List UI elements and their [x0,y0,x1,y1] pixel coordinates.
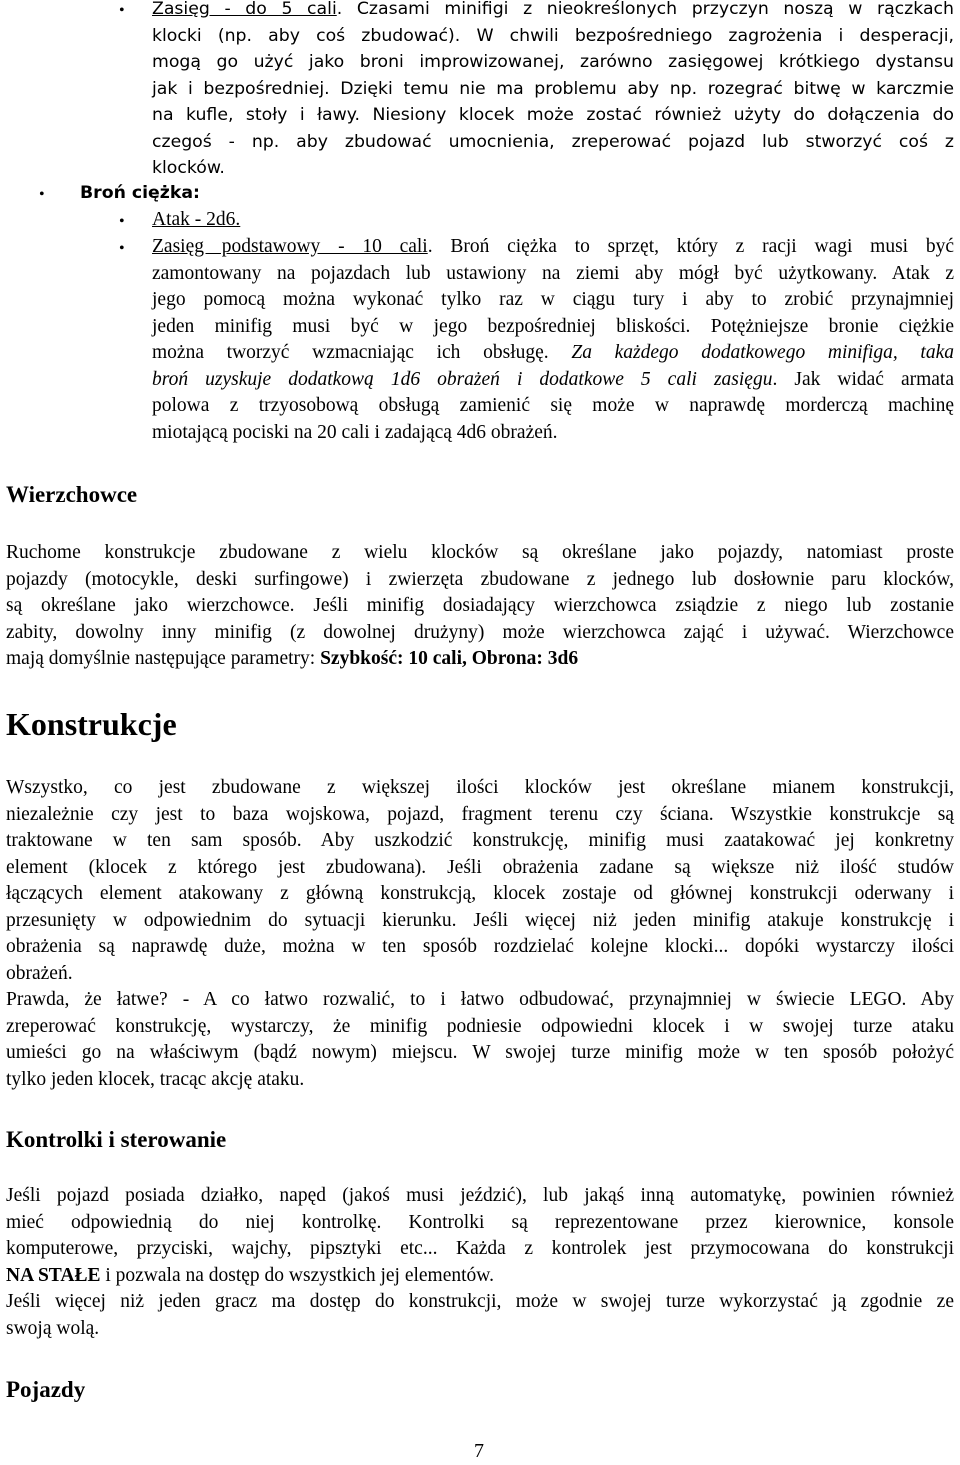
heavy-weapon-heading: Broń ciężka: [80,183,200,203]
constructions-line: łączących element atakowany z główną konstrukcją, klocek zostaje od głównej konstrukcji oderwany i [6,883,954,904]
reach-item [152,0,954,182]
range-line: polowa z trzyosobową obsługą zamienić się może w naprawdę morderczą machinę [152,395,954,416]
reach-line: klocki (np. aby coś zbudować). W chwili bezpośredniego zagrożenia i desperacji, [152,25,954,46]
controls-line: swoją wolą. [6,1317,100,1339]
bullet: • [119,2,125,19]
mounts-stats: Szybkość: 10 cali, Obrona: 3d6 [320,648,579,669]
mounts-line: mają domyślnie następujące parametry: Szybkość: 10 cali, Obrona: 3d6 [6,648,579,669]
constructions-heading: Konstrukcje [6,706,177,742]
constructions-line: Prawda, że łatwe? - A co łatwo rozwalić, to i łatwo odbudować, przynajmniej w świecie LEGO. Aby [6,989,954,1010]
reach-line-1: Zasięg - do 5 cali. Czasami minifigi z nieokreślonych przyczyn noszą w rączkach [152,0,954,19]
heavy-weapon-range [152,234,954,446]
fixed-emphasis: NA STAŁE [6,1264,101,1286]
constructions-paragraph [6,775,954,1093]
controls-line: komputerowe, przyciski, wajchy, pipsztyki etc... Każda z kontrolek jest przymocowana do konstrukcji [6,1238,954,1259]
bullet: • [119,240,125,257]
reach-label: Zasięg - do 5 cali [152,0,337,19]
reach-line: czegoś - np. aby zbudować umocnienia, zreperować pojazd lub stworzyć coś z [152,131,954,152]
constructions-line: niezależnie czy jest to baza wojskowa, pojazd, fragment terenu czy ściana. Wszystkie konstrukcje są [6,803,954,825]
vehicles-heading: Pojazdy [6,1377,86,1402]
heavy-weapon-attack: Atak - 2d6. [152,209,241,230]
range-line: można tworzyć wzmacniając ich obsługę. Za każdego dodatkowego minifiga, taka [152,342,955,363]
constructions-line: umieści go na właściwym (bądź nowym) miejscu. W swojej turze minifig może w ten sposób położyć [6,1042,954,1063]
mounts-heading: Wierzchowce [6,482,138,507]
mounts-paragraph [6,540,954,673]
constructions-line: Wszystko, co jest zbudowane z większej ilości klocków jest określane mianem konstrukcji, [6,777,954,798]
bullet: • [119,213,125,230]
mounts-line: pojazdy (motocykle, deski surfingowe) i zwierzęta zbudowane z jednego lub dosłownie paru klocków, [6,568,954,590]
reach-line: mogą go użyć jako broni improwizowanej, zarówno zasięgowej krótkiego dystansu [152,52,954,72]
constructions-line: traktowane w ten sam sposób. Aby uszkodzić konstrukcję, minifig musi zaatakować jej konkretny [6,830,954,851]
constructions-line: element (klocek z którego jest zbudowana). Jeśli obrażenia zadane są większe niż ilość studów [6,856,954,878]
controls-line: Jeśli pojazd posiada działko, napęd (jakoś musi jeździć), lub jakąś inną automatykę, powinien również [6,1185,954,1206]
range-line: jego pomocą można wykonać tylko raz w ciągu tury i aby to zrobić przynajmniej [152,289,954,310]
constructions-line: obrażeń. [6,962,73,984]
reach-line: na kufle, stoły i ławy. Niesiony klocek może zostać również użyty do dołączenia do [152,105,954,125]
range-line: zamontowany na pojazdach lub ustawiony na ziemi aby mógł być użytkowany. Atak z [152,262,954,284]
controls-paragraph [6,1183,954,1342]
range-line: jeden minifig musi być w jego bezpośredniej bliskości. Potężniejsze bronie ciężkie [152,315,954,337]
range-line-1: Zasięg podstawowy - 10 cali. Broń ciężka to sprzęt, który z racji wagi musi być [152,236,954,257]
controls-line: NA STAŁE i pozwala na dostęp do wszystkich jej elementów. [6,1264,494,1286]
constructions-line: tylko jeden klocek, tracąc akcję ataku. [6,1068,305,1090]
mounts-line: są określane jako wierzchowce. Jeśli minifig dosiadający wierzchowca zsiądzie z niego lub zostanie [6,595,954,616]
constructions-line: zreperować konstrukcję, wystarczy, że minifig podniesie odpowiedni klocek i w swojej turze ataku [6,1015,954,1037]
constructions-line: obrażenia są naprawdę duże, można w ten sposób rozdzielać kolejne klocki... dopóki wystarczy ilości [6,936,954,957]
reach-line: jak i bezpośredniej. Dzięki temu nie ma problemu aby np. rozegrać bitwę w karczmie [152,78,954,99]
controls-line: mieć odpowiednią do niej kontrolkę. Kontrolki są reprezentowane przez kierownice, konsole [6,1211,954,1233]
range-line: miotającą pociski na 20 cali i zadającą 4d6 obrażeń. [152,421,558,443]
reach-line: klocków. [152,158,225,178]
mounts-line: Ruchome konstrukcje zbudowane z wielu klocków są określane jako pojazdy, natomiast proste [6,542,954,563]
controls-heading: Kontrolki i sterowanie [6,1127,227,1152]
constructions-line: przesunięty w odpowiednim do sytuacji kierunku. Jeśli więcej niż jeden minifig atakuje konstrukcję i [6,909,954,931]
controls-line: Jeśli więcej niż jeden gracz ma dostęp do konstrukcji, może w swojej turze wykorzystać ją zgodnie ze [6,1291,954,1312]
bullet: • [39,186,45,203]
mounts-line: zabity, dowolny inny minifig (z dowolnej drużyny) może wierzchowca zająć i używać. Wierzchowce [6,621,954,643]
page-number: 7 [474,1440,484,1462]
range-line: broń uzyskuje dodatkową 1d6 obrażeń i dodatkowe 5 cali zasięgu. Jak widać armata [152,368,954,390]
range-label: Zasięg podstawowy - 10 cali [152,236,428,257]
